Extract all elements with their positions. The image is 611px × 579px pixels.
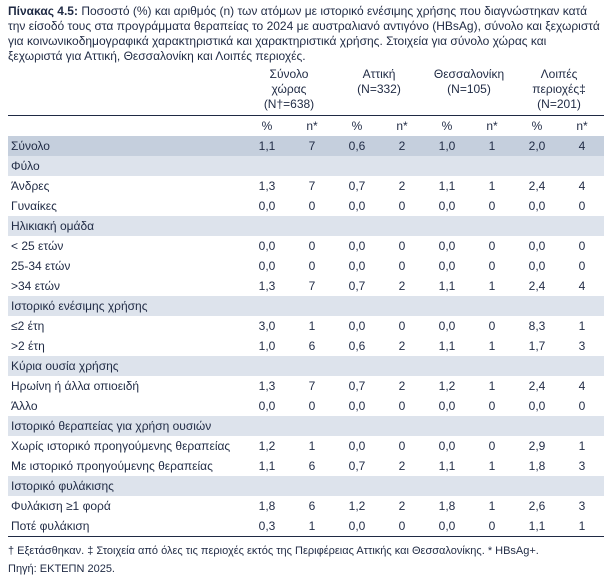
pct-cell: 0,0 (424, 516, 470, 537)
table-row (8, 496, 604, 516)
n-cell: 1 (488, 379, 496, 393)
pct-cell: 0,0 (334, 516, 380, 537)
table-row (8, 276, 604, 296)
pct-cell: 2,4 (528, 379, 546, 393)
header-n: n* (560, 116, 604, 137)
table-caption-prefix: Πίνακας 4.5: (8, 4, 78, 18)
n-cell: 0 (578, 239, 586, 253)
section-header-row (8, 156, 604, 176)
table-row (8, 316, 604, 336)
pct-cell: 0,0 (258, 399, 276, 413)
n-cell: 0 (398, 259, 406, 273)
pct-cell: 0,0 (348, 399, 366, 413)
n-cell: 1 (308, 319, 316, 333)
section-label: Ιστορικό θεραπείας για χρήση ουσιών (8, 416, 604, 436)
table-row (8, 436, 604, 456)
section-label: Ηλικιακή ομάδα (8, 216, 604, 236)
n-cell: 3 (578, 339, 586, 353)
header-group-thessaloniki: Θεσσαλονίκη (N=105) (433, 67, 505, 96)
section-header-row (8, 476, 604, 496)
pct-cell: 1,1 (438, 339, 456, 353)
data-table-container (8, 64, 604, 537)
n-cell: 2 (398, 279, 406, 293)
n-cell: 7 (308, 279, 316, 293)
pct-cell: 0,0 (528, 399, 546, 413)
n-cell: 7 (290, 136, 334, 156)
header-n: n* (380, 116, 424, 137)
n-cell: 2 (398, 499, 406, 513)
n-cell: 0 (488, 199, 496, 213)
n-cell: 0 (380, 516, 424, 537)
pct-cell: 1,0 (424, 136, 470, 156)
table-row (8, 336, 604, 356)
pct-cell: 0,0 (348, 259, 366, 273)
n-cell: 1 (290, 516, 334, 537)
pct-cell: 0,0 (438, 259, 456, 273)
row-label: Άλλο (11, 399, 38, 413)
row-label: >34 ετών (11, 279, 60, 293)
n-cell: 7 (308, 379, 316, 393)
pct-cell: 0,3 (244, 516, 290, 537)
pct-cell: 0,7 (348, 459, 366, 473)
header-n: n* (290, 116, 334, 137)
pct-cell: 0,6 (334, 136, 380, 156)
table-row (8, 236, 604, 256)
pct-cell: 0,0 (348, 199, 366, 213)
table-row (8, 176, 604, 196)
pct-cell: 0,7 (348, 279, 366, 293)
pct-cell: 1,8 (258, 499, 276, 513)
n-cell: 2 (398, 379, 406, 393)
table-row (8, 256, 604, 276)
n-cell: 0 (308, 199, 316, 213)
pct-cell: 8,3 (528, 319, 546, 333)
n-cell: 2 (398, 179, 406, 193)
row-label: >2 έτη (11, 339, 45, 353)
pct-cell: 2,6 (528, 499, 546, 513)
n-cell: 6 (308, 339, 316, 353)
table-row (8, 376, 604, 396)
section-header-row (8, 416, 604, 436)
section-header-row (8, 356, 604, 376)
table-row (8, 516, 604, 537)
n-cell: 1 (488, 499, 496, 513)
pct-cell: 1,2 (258, 439, 276, 453)
pct-cell: 2,4 (528, 179, 546, 193)
header-units-row (8, 116, 604, 137)
pct-cell: 1,1 (438, 279, 456, 293)
pct-cell: 1,0 (258, 339, 276, 353)
pct-cell: 2,0 (514, 136, 560, 156)
n-cell: 0 (488, 319, 496, 333)
n-cell: 4 (560, 136, 604, 156)
section-header-row (8, 216, 604, 236)
header-pct: % (334, 116, 380, 137)
section-label: Ιστορικό ενέσιμης χρήσης (8, 296, 604, 316)
row-label: ≤2 έτη (11, 319, 45, 333)
pct-cell: 1,7 (528, 339, 546, 353)
header-n: n* (470, 116, 514, 137)
pct-cell: 1,3 (258, 279, 276, 293)
pct-cell: 0,7 (348, 179, 366, 193)
n-cell: 2 (398, 339, 406, 353)
n-cell: 0 (488, 399, 496, 413)
n-cell: 0 (488, 439, 496, 453)
n-cell: 3 (578, 459, 586, 473)
header-group-other: Λοιπές περιοχές‡ (N=201) (532, 67, 586, 111)
pct-cell: 1,8 (438, 499, 456, 513)
table-row (8, 456, 604, 476)
n-cell: 1 (560, 516, 604, 537)
pct-cell: 1,1 (438, 459, 456, 473)
pct-cell: 0,0 (258, 199, 276, 213)
pct-cell: 0,0 (528, 259, 546, 273)
table-notes (8, 542, 604, 578)
pct-cell: 0,0 (348, 439, 366, 453)
section-label: Κύρια ουσία χρήσης (8, 356, 604, 376)
pct-cell: 1,8 (528, 459, 546, 473)
row-label: Σύνολο (8, 136, 244, 156)
pct-cell: 1,3 (258, 179, 276, 193)
row-label: Χωρίς ιστορικό προηγούμενης θεραπείας (11, 439, 231, 453)
row-label: Φυλάκιση ≥1 φορά (11, 499, 111, 513)
n-cell: 0 (578, 399, 586, 413)
header-blank (8, 64, 244, 116)
pct-cell: 0,0 (348, 319, 366, 333)
footnote: † Εξετάσθηκαν. ‡ Στοιχεία από όλες τις περιοχές εκτός της Περιφέρειας Αττικής και Θεσσαλονίκης. * HBsAg+. (8, 545, 539, 557)
n-cell: 2 (398, 459, 406, 473)
n-cell: 0 (398, 399, 406, 413)
n-cell: 0 (578, 199, 586, 213)
pct-cell: 1,1 (258, 459, 276, 473)
n-cell: 0 (398, 239, 406, 253)
header-pct: % (424, 116, 470, 137)
section-header-row (8, 296, 604, 316)
pct-cell: 1,1 (514, 516, 560, 537)
row-label: Γυναίκες (11, 199, 57, 213)
pct-cell: 0,7 (348, 379, 366, 393)
pct-cell: 1,1 (244, 136, 290, 156)
n-cell: 1 (308, 439, 316, 453)
n-cell: 0 (398, 439, 406, 453)
table-row (8, 196, 604, 216)
n-cell: 4 (578, 379, 586, 393)
pct-cell: 1,1 (438, 179, 456, 193)
hbsag-table (8, 64, 604, 537)
n-cell: 0 (470, 516, 514, 537)
n-cell: 1 (488, 339, 496, 353)
n-cell: 4 (578, 179, 586, 193)
header-group-attica: Αττική (N=332) (357, 67, 401, 96)
row-label: Άνδρες (11, 179, 50, 193)
pct-cell: 0,0 (438, 319, 456, 333)
pct-cell: 0,0 (258, 259, 276, 273)
header-group-row (8, 64, 604, 116)
source-note: Πηγή: ΕΚΤΕΠΝ 2025. (8, 563, 115, 575)
n-cell: 0 (308, 239, 316, 253)
n-cell: 6 (308, 499, 316, 513)
n-cell: 2 (380, 136, 424, 156)
n-cell: 3 (578, 499, 586, 513)
n-cell: 1 (578, 439, 586, 453)
n-cell: 1 (488, 279, 496, 293)
header-pct: % (514, 116, 560, 137)
header-pct: % (244, 116, 290, 137)
pct-cell: 2,9 (528, 439, 546, 453)
table-caption (8, 4, 604, 64)
row-label: Με ιστορικό προηγούμενης θεραπείας (11, 459, 213, 473)
n-cell: 1 (488, 179, 496, 193)
section-label: Φύλο (8, 156, 604, 176)
pct-cell: 3,0 (258, 319, 276, 333)
pct-cell: 0,0 (348, 239, 366, 253)
table-row (8, 396, 604, 416)
n-cell: 0 (488, 239, 496, 253)
header-group-total: Σύνολο χώρας (N†=638) (263, 67, 315, 111)
n-cell: 0 (578, 259, 586, 273)
n-cell: 0 (308, 259, 316, 273)
total-row (8, 136, 604, 156)
table-body (8, 136, 604, 537)
pct-cell: 0,0 (438, 439, 456, 453)
n-cell: 1 (470, 136, 514, 156)
n-cell: 0 (308, 399, 316, 413)
section-label: Ιστορικό φυλάκισης (8, 476, 604, 496)
n-cell: 1 (578, 319, 586, 333)
row-label: Ηρωίνη ή άλλα οπιοειδή (11, 379, 140, 393)
n-cell: 0 (488, 259, 496, 273)
pct-cell: 1,3 (258, 379, 276, 393)
pct-cell: 0,0 (258, 239, 276, 253)
n-cell: 0 (398, 199, 406, 213)
n-cell: 0 (398, 319, 406, 333)
pct-cell: 0,0 (438, 399, 456, 413)
pct-cell: 0,0 (438, 239, 456, 253)
pct-cell: 1,2 (438, 379, 456, 393)
header-blank (8, 116, 244, 137)
pct-cell: 0,0 (528, 239, 546, 253)
pct-cell: 0,0 (438, 199, 456, 213)
n-cell: 1 (488, 459, 496, 473)
row-label: Ποτέ φυλάκιση (8, 516, 244, 537)
pct-cell: 2,4 (528, 279, 546, 293)
row-label: 25-34 ετών (11, 259, 71, 273)
row-label: < 25 ετών (11, 239, 64, 253)
n-cell: 6 (308, 459, 316, 473)
n-cell: 7 (308, 179, 316, 193)
n-cell: 4 (578, 279, 586, 293)
pct-cell: 0,0 (528, 199, 546, 213)
pct-cell: 1,2 (348, 499, 366, 513)
pct-cell: 0,6 (348, 339, 366, 353)
table-caption-text: Ποσοστό (%) και αριθμός (n) των ατόμων με ιστορικό ενέσιμης χρήσης που διαγνώστηκαν κατά την είσοδό τους στα προγράμματα θεραπείας το 2024 με αυστραλιανό αντιγόνο (HBsAg), σύνολο και ξεχωριστά για κοινωνικοδημογραφικά χαρακτηριστικά και χαρακτηριστικά χρήσης. Στοιχεία για σύνολο χώρας και ξεχωριστά για Αττική, Θεσσαλονίκη και Λοιπές περιοχές. (8, 4, 600, 63)
